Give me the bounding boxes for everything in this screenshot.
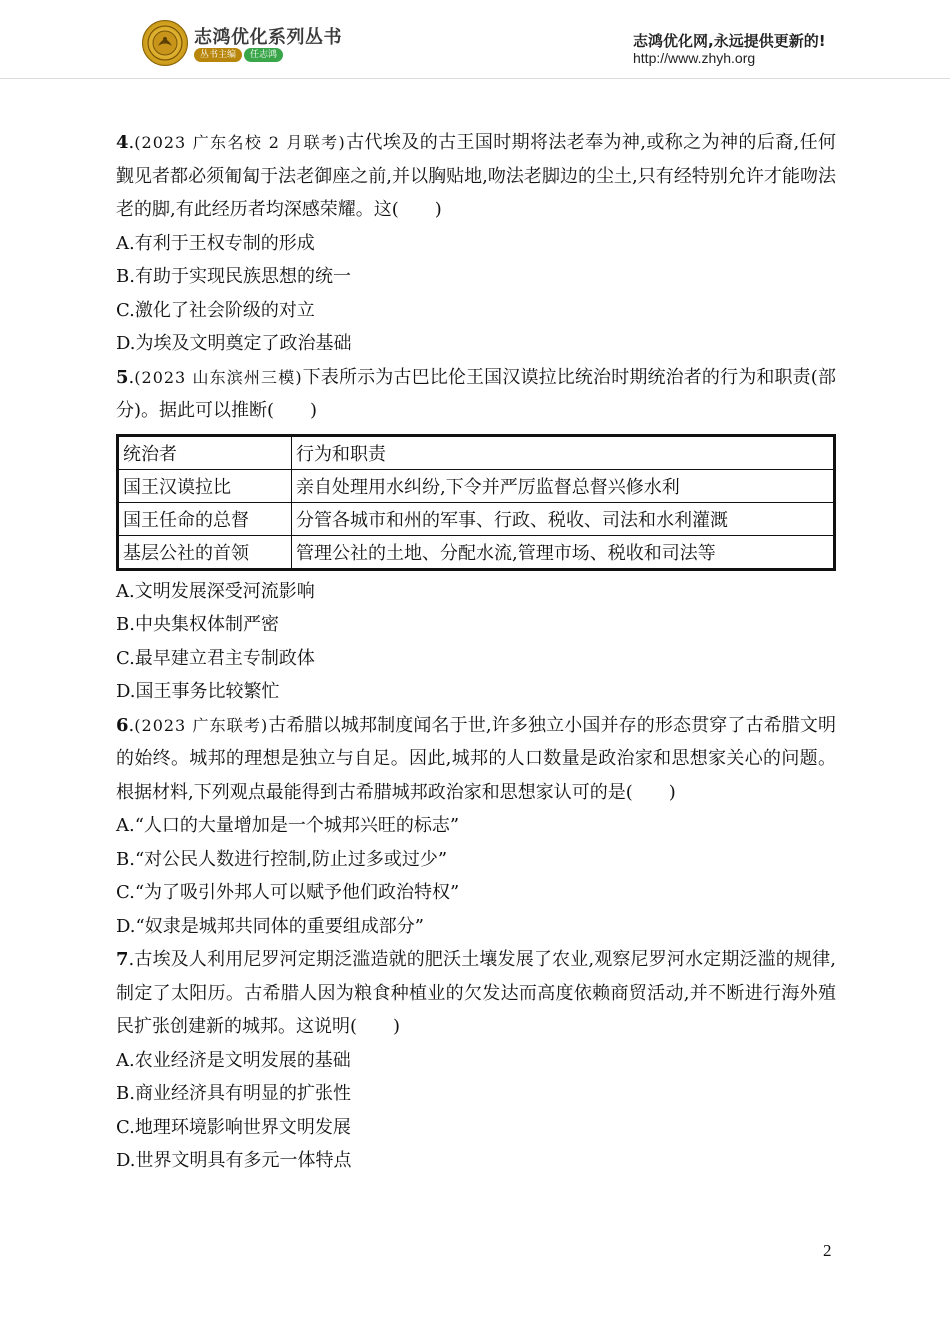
page-number: 2 xyxy=(823,1241,832,1260)
editor-label: 丛书主编 xyxy=(194,48,242,62)
question-7 xyxy=(116,943,836,1178)
question-7-number: 7 xyxy=(116,949,129,970)
option-6d[interactable]: D.“奴隶是城邦共同体的重要组成部分” xyxy=(116,915,424,937)
rulers-table xyxy=(116,434,836,571)
question-4-source: (2023 广东名校 2 月联考) xyxy=(134,133,346,152)
table-header-duties: 行为和职责 xyxy=(292,435,835,469)
option-4c[interactable]: C.激化了社会阶级的对立 xyxy=(116,299,315,321)
question-7-stem: 7.古埃及人利用尼罗河定期泛滥造就的肥沃土壤发展了农业,观察尼罗河水定期泛滥的规律,制定了太阳历。古希腊人因为粮食种植业的欠发达而高度依赖商贸活动,并不断进行海外殖民扩张创建新的城邦。这说明( ) xyxy=(116,949,836,1037)
question-6-number: 6 xyxy=(116,714,129,736)
header-divider xyxy=(0,78,950,79)
question-5-stem: 5.(2023 山东滨州三模)下表所示为古巴比伦王国汉谟拉比统治时期统治者的行为和职责(部分)。据此可以推断( ) xyxy=(116,366,836,421)
option-5d[interactable]: D.国王事务比较繁忙 xyxy=(116,681,280,702)
publisher-logo xyxy=(142,20,342,66)
table-row xyxy=(118,469,835,502)
table-row xyxy=(118,535,835,569)
question-4-text: 古代埃及的古王国时期将法老奉为神,或称之为神的后裔,任何觐见者都必须匍匐于法老御座之前,并以胸贴地,吻法老脚边的尘土,只有经特别允许才能吻法老的脚,有此经历者均深感荣耀。这( ) xyxy=(116,132,836,220)
seal-icon xyxy=(142,20,188,66)
option-6c[interactable]: C.“为了吸引外邦人可以赋予他们政治特权” xyxy=(116,882,460,903)
option-4a[interactable]: A.有利于王权专制的形成 xyxy=(116,232,315,254)
question-5-number: 5 xyxy=(116,366,129,388)
question-6-stem: 6.(2023 广东联考)古希腊以城邦制度闻名于世,许多独立小国并存的形态贯穿了古希腊文明的始终。城邦的理想是独立与自足。因此,城邦的人口数量是政治家和思想家关心的问题。根据材料,下列观点最能得到古希腊城邦政治家和思想家认可的是( ) xyxy=(116,714,837,803)
option-7c[interactable]: C.地理环境影响世界文明发展 xyxy=(116,1116,351,1138)
editor-name: 任志鸿 xyxy=(244,48,283,62)
table-header-row xyxy=(118,435,835,469)
question-6 xyxy=(116,709,836,944)
table-cell-duties: 管理公社的土地、分配水流,管理市场、税收和司法等 xyxy=(292,535,835,569)
table-cell-duties: 亲自处理用水纠纷,下令并严厉监督总督兴修水利 xyxy=(292,469,835,502)
option-6a[interactable]: A.“人口的大量增加是一个城邦兴旺的标志” xyxy=(116,815,460,836)
table-cell-ruler: 国王汉谟拉比 xyxy=(118,469,292,502)
option-6b[interactable]: B.“对公民人数进行控制,防止过多或过少” xyxy=(116,848,448,870)
option-5a[interactable]: A.文明发展深受河流影响 xyxy=(116,580,315,602)
option-7d[interactable]: D.世界文明具有多元一体特点 xyxy=(116,1150,352,1171)
option-7a[interactable]: A.农业经济是文明发展的基础 xyxy=(116,1049,351,1071)
question-5 xyxy=(116,361,836,709)
option-5b[interactable]: B.中央集权体制严密 xyxy=(116,614,279,635)
series-title: 志鸿优化系列丛书 xyxy=(194,27,342,48)
table-cell-ruler: 国王任命的总督 xyxy=(118,502,292,535)
question-4-number: 4 xyxy=(116,132,129,153)
question-4-stem: 4.(2023 广东名校 2 月联考)古代埃及的古王国时期将法老奉为神,或称之为神的后裔,任何觐见者都必须匍匐于法老御座之前,并以胸贴地,吻法老脚边的尘土,只有经特别允许才能吻法老的脚,有此经历者均深感荣耀。这( ) xyxy=(116,132,836,220)
question-5-text: 下表所示为古巴比伦王国汉谟拉比统治时期统治者的行为和职责(部分)。据此可以推断( ) xyxy=(116,366,836,421)
site-slogan: 志鸿优化网,永远提供更新的! xyxy=(633,32,826,50)
table-row xyxy=(118,502,835,535)
site-url[interactable]: http://www.zhyh.org xyxy=(633,50,756,66)
editor-line xyxy=(194,48,283,62)
table-cell-duties: 分管各城市和州的军事、行政、税收、司法和水利灌溉 xyxy=(292,502,835,535)
option-5c[interactable]: C.最早建立君主专制政体 xyxy=(116,647,315,669)
question-6-source: (2023 广东联考) xyxy=(134,715,269,735)
option-4d[interactable]: D.为埃及文明奠定了政治基础 xyxy=(116,333,352,354)
question-7-text: 古埃及人利用尼罗河定期泛滥造就的肥沃土壤发展了农业,观察尼罗河水定期泛滥的规律,制定了太阳历。古希腊人因为粮食种植业的欠发达而高度依赖商贸活动,并不断进行海外殖民扩张创建新的城邦。这说明( ) xyxy=(116,949,836,1037)
question-6-text: 古希腊以城邦制度闻名于世,许多独立小国并存的形态贯穿了古希腊文明的始终。城邦的理想是独立与自足。因此,城邦的人口数量是政治家和思想家关心的问题。根据材料,下列观点最能得到古希腊城邦政治家和思想家认可的是( ) xyxy=(116,714,837,803)
table-header-ruler: 统治者 xyxy=(118,435,292,469)
option-7b[interactable]: B.商业经济具有明显的扩张性 xyxy=(116,1083,351,1104)
question-4 xyxy=(116,126,836,361)
table-cell-ruler: 基层公社的首领 xyxy=(118,535,292,569)
question-content xyxy=(116,126,836,1178)
page-header xyxy=(0,0,950,80)
option-4b[interactable]: B.有助于实现民族思想的统一 xyxy=(116,266,351,287)
question-5-source: (2023 山东滨州三模) xyxy=(134,367,303,387)
